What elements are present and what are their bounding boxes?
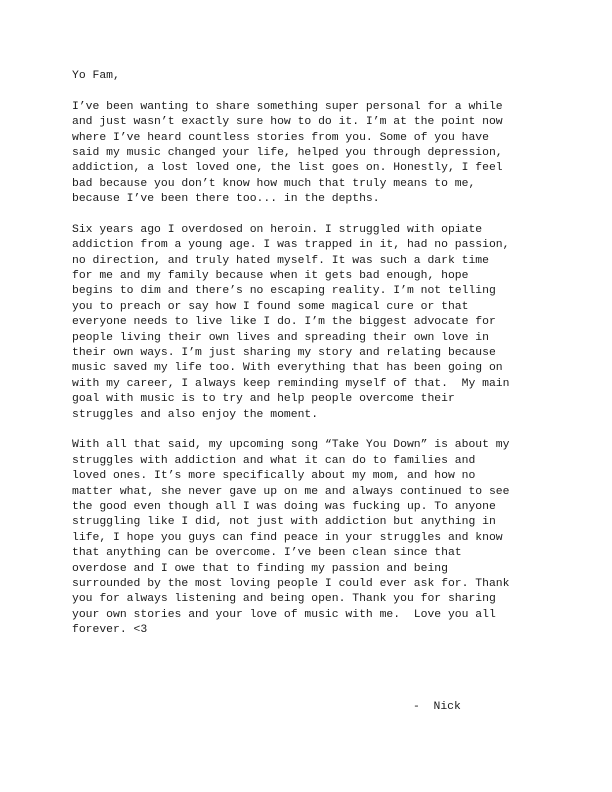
- paragraph-line: for me and my family because when it gets bad enough, hope: [72, 270, 469, 283]
- paragraph-line: struggles with addiction and what it can do to families and: [72, 454, 476, 467]
- paragraph-line: addiction, a lost loved one, the list goes on. Honestly, I feel: [72, 162, 503, 175]
- paragraph-line: the good even though all I was doing was fucking up. To anyone: [72, 500, 496, 513]
- paragraph-line: begins to dim and there’s no escaping reality. I’m not telling: [72, 285, 496, 298]
- paragraph-line: Six years ago I overdosed on heroin. I struggled with opiate: [72, 223, 483, 236]
- paragraph-line: said my music changed your life, helped you through depression,: [72, 146, 503, 159]
- paragraph-line: surrounded by the most loving people I could ever ask for. Thank: [72, 577, 510, 590]
- paragraph-line: that anything can be overcome. I’ve been clean since that: [72, 547, 462, 560]
- paragraph-line: bad because you don’t know how much that truly means to me,: [72, 177, 476, 190]
- paragraph-line: your own stories and your love of music with me. Love you all: [72, 608, 496, 621]
- paragraph-line: loved ones. It’s more specifically about my mom, and how no: [72, 470, 476, 483]
- paragraph-3: [72, 438, 552, 638]
- paragraph-line: because I’ve been there too... in the depths.: [72, 193, 380, 206]
- paragraph-line: people living their own lives and spreading their own love in: [72, 331, 489, 344]
- paragraph-line: matter what, she never gave up on me and always continued to see: [72, 485, 510, 498]
- paragraph-line: with my career, I always keep reminding myself of that. My main: [72, 377, 510, 390]
- paragraph-line: you for always listening and being open. Thank you for sharing: [72, 593, 496, 606]
- paragraph-line: music saved my life too. With everything that has been going on: [72, 362, 503, 375]
- paragraph-line: overdose and I owe that to finding my passion and being: [72, 562, 448, 575]
- paragraph-spacer: [72, 84, 552, 99]
- letter-signature: - Nick: [413, 701, 461, 713]
- paragraph-line: I’ve been wanting to share something super personal for a while: [72, 100, 503, 113]
- paragraph-line: forever. <3: [72, 624, 148, 637]
- paragraph-line: no direction, and truly hated myself. It was such a dark time: [72, 254, 489, 267]
- letter-greeting: Yo Fam,: [72, 70, 120, 82]
- paragraph-line: life, I hope you guys can find peace in your struggles and know: [72, 531, 503, 544]
- paragraph-line: goal with music is to try and help people overcome their: [72, 393, 455, 406]
- paragraph-line: everyone needs to live like I do. I’m the biggest advocate for: [72, 316, 496, 329]
- paragraph-spacer: [72, 208, 552, 223]
- paragraph-line: addiction from a young age. I was trapped in it, had no passion,: [72, 239, 510, 252]
- paragraph-line: their own ways. I’m just sharing my story and relating because: [72, 347, 496, 360]
- paragraph-line: and just wasn’t exactly sure how to do it. I’m at the point now: [72, 116, 503, 129]
- paragraph-line: where I’ve heard countless stories from you. Some of you have: [72, 131, 489, 144]
- paragraph-line: struggling like I did, not just with addiction but anything in: [72, 516, 496, 529]
- paragraph-line: With all that said, my upcoming song “Take You Down” is about my: [72, 439, 510, 452]
- paragraph-spacer: [72, 423, 552, 438]
- paragraph-line: struggles and also enjoy the moment.: [72, 408, 319, 421]
- letter-body: [72, 69, 552, 638]
- paragraph-line: you to preach or say how I found some magical cure or that: [72, 300, 469, 313]
- paragraph-2: [72, 223, 552, 423]
- paragraph-1: [72, 100, 552, 208]
